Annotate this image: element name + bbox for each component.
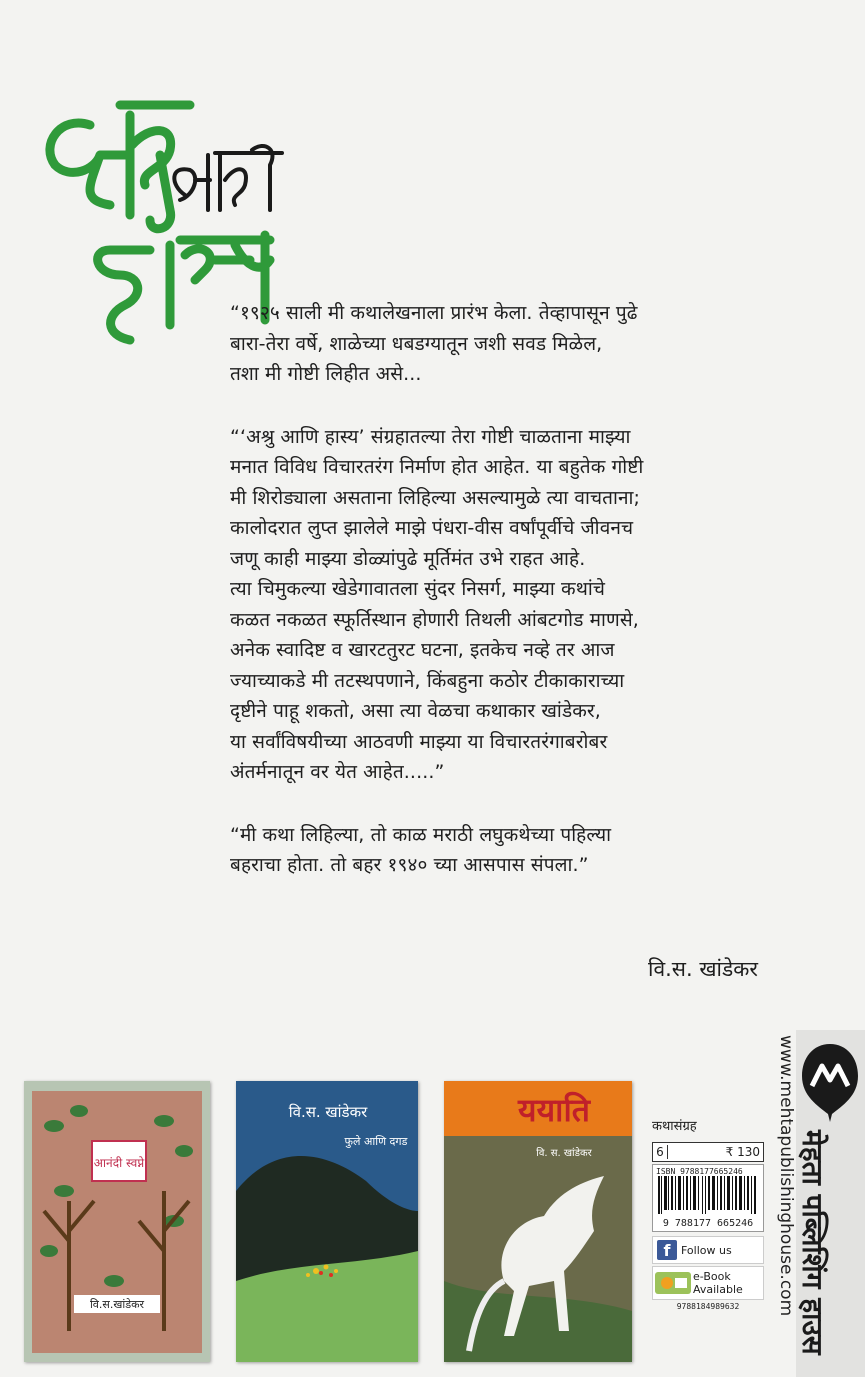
ebook-line-2: Available xyxy=(693,1283,743,1296)
quote-paragraph-1 xyxy=(230,298,830,390)
quote-line: कळत नकळत स्फूर्तिस्थान होणारी तिथली आंबटगोड माणसे, xyxy=(230,608,639,631)
ebook-line-1: e-Book xyxy=(693,1270,731,1283)
publisher-url[interactable]: www.mehtapublishinghouse.com xyxy=(776,1035,796,1317)
isbn-barcode xyxy=(652,1164,764,1232)
book-3-author: वि. स. खांडेकर xyxy=(536,1148,592,1159)
quote-line: त्या चिमुकल्या खेडेगावातला सुंदर निसर्ग, माझ्या कथांचे xyxy=(230,578,606,600)
book-1-title: आनंदी स्वप्ने xyxy=(93,1156,145,1170)
book-2-title: फुले आणि दगड xyxy=(344,1135,408,1148)
price-box xyxy=(652,1142,764,1162)
quote-line: “मी कथा लिहिल्या, तो काळ मराठी लघुकथेच्या पहिल्या xyxy=(230,823,612,846)
quote-line: बारा-तेरा वर्षे, शाळेच्या धबडग्यातून जशी सवड मिळेल, xyxy=(230,332,603,355)
quote-line: ज्याच्याकडे मी तटस्थपणाने, किंबहुना कठोर टीकाकाराच्या xyxy=(230,669,625,692)
quote-paragraph-3 xyxy=(230,820,830,881)
barcode-icon xyxy=(656,1176,760,1214)
ebook-text xyxy=(693,1270,743,1296)
blurb-text xyxy=(230,298,830,913)
folk-art-cover-illustration xyxy=(24,1081,210,1362)
isbn-label: ISBN 9788177665246 xyxy=(656,1167,743,1176)
isbn-number: 9 788177 665246 xyxy=(662,1218,754,1229)
quote-line: अंतर्मनातून वर येत आहेत.....” xyxy=(230,761,445,783)
quote-line: दृष्टीने पाहू शकतो, असा त्या वेळचा कथाकार खांडेकर, xyxy=(230,700,601,722)
genre-label: कथासंग्रह xyxy=(652,1119,697,1134)
price-amount: ₹ 130 xyxy=(725,1145,760,1159)
quote-line: जणू काही माझ्या डोळ्यांपुढे मूर्तिमंत उभे राहत आहे. xyxy=(230,547,586,570)
book-cover-yayati xyxy=(444,1081,632,1362)
quote-line: बहराचा होता. तो बहर १९४० च्या आसपास संपला.” xyxy=(230,854,589,876)
ebook-badge[interactable] xyxy=(652,1266,764,1300)
facebook-label: Follow us xyxy=(681,1243,732,1257)
publisher-name: मेहता पब्लिशिंग हाउस xyxy=(796,1130,829,1355)
book-2-author: वि.स. खांडेकर xyxy=(288,1103,368,1121)
facebook-follow[interactable] xyxy=(652,1236,764,1264)
quote-line: मी शिरोड्याला असताना लिहिल्या असल्यामुळे त्या वाचताना; xyxy=(230,486,641,509)
quote-line: मनात विविध विचारतरंग निर्माण होत आहेत. या बहुतेक गोष्टी xyxy=(230,456,644,478)
price-index: 6 xyxy=(653,1145,668,1159)
book-info-panel xyxy=(652,1116,764,1311)
quote-line: या सर्वांविषयीच्या आठवणी माझ्या या विचारतरंगाबरोबर xyxy=(230,730,608,753)
quote-line: “‘अश्रु आणि हास्य’ संग्रहातल्या तेरा गोष्टी चाळताना माझ्या xyxy=(230,425,631,448)
quote-line: “१९२५ साली मी कथालेखनाला प्रारंभ केला. तेव्हापासून पुढे xyxy=(230,302,638,324)
facebook-icon: f xyxy=(657,1240,677,1260)
quote-line: अनेक स्वादिष्ट व खारटतुरट घटना, इतकेच नव्हे तर आज xyxy=(230,639,615,661)
horse-cover-illustration xyxy=(444,1081,632,1362)
ebook-logo-icon xyxy=(653,1268,693,1298)
book-cover-aanandi-swapne xyxy=(24,1081,210,1362)
author-name: वि.स. खांडेकर xyxy=(648,957,758,981)
ebook-isbn: 9788184989632 xyxy=(676,1302,740,1311)
book-1-author: वि.स.खांडेकर xyxy=(89,1298,145,1311)
quote-line: कालोदरात लुप्त झालेले माझे पंधरा-वीस वर्षांपूर्वीचे जीवनच xyxy=(230,517,634,539)
landscape-cover-illustration xyxy=(236,1081,418,1362)
quote-paragraph-2 xyxy=(230,422,830,788)
publisher-logo-icon xyxy=(798,1040,862,1124)
quote-line: तशा मी गोष्टी लिहीत असे... xyxy=(230,363,422,385)
book-3-title: ययाति xyxy=(518,1091,590,1129)
book-cover-phule-aani-dagad xyxy=(236,1081,418,1362)
